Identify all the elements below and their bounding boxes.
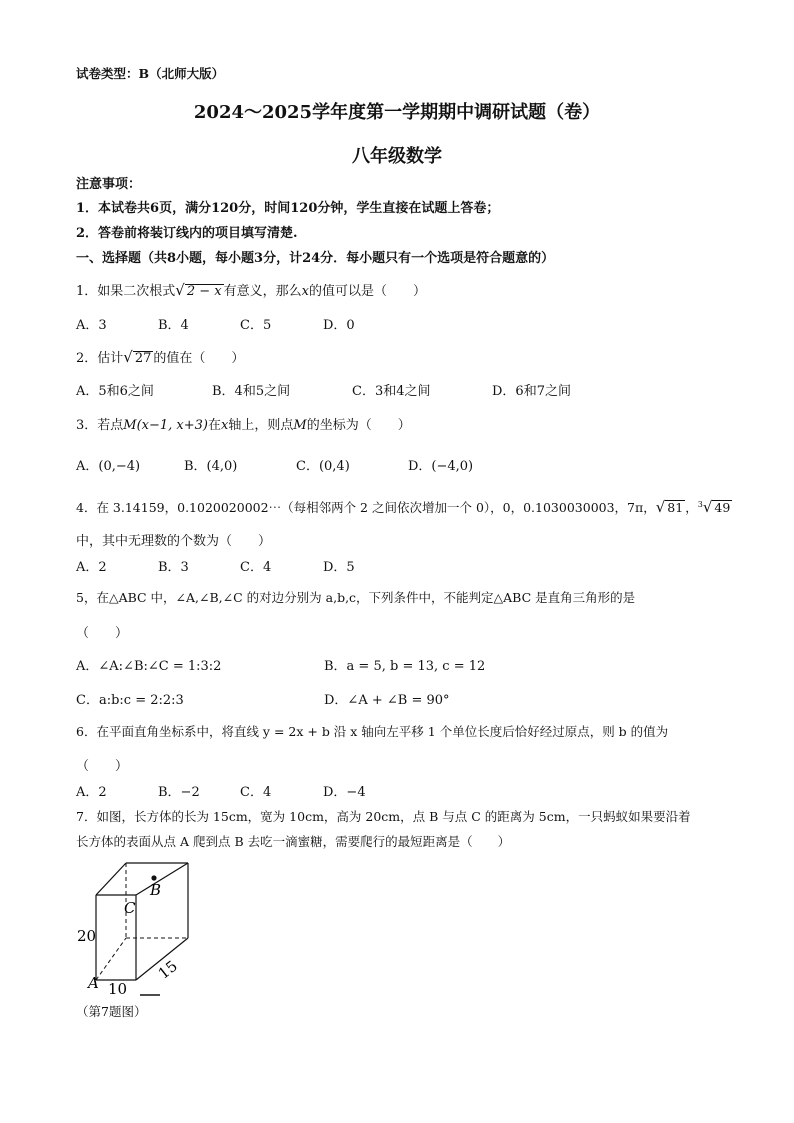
q3-option-c: C．(0,4) (296, 459, 350, 474)
q1-prefix: 1．如果二次根式 (76, 284, 176, 299)
q3-mid: 在 (208, 418, 222, 433)
label-a: A (88, 974, 99, 992)
exam-title: 2024～2025学年度第一学期期中调研试题（卷） (193, 102, 601, 123)
question-6-paren: （ ） (76, 759, 129, 774)
q6-option-b: B．−2 (158, 785, 200, 800)
q3-var: x (221, 418, 229, 433)
q2-option-b: B．4和5之间 (212, 384, 291, 399)
q3-suffix: 轴上，则点 (228, 418, 294, 433)
q3-option-a: A．(0,−4) (76, 459, 141, 474)
q5-option-d: D．∠A + ∠B = 90° (324, 693, 450, 708)
q4-option-b: B．3 (158, 560, 189, 575)
q1-option-c: C．5 (240, 318, 272, 333)
q2-option-c: C．3和4之间 (352, 384, 431, 399)
q2-option-d: D．6和7之间 (492, 384, 571, 399)
label-width-10: 10 (108, 980, 128, 998)
q3-option-d: D．(−4,0) (408, 459, 474, 474)
edge (96, 863, 126, 895)
q5-option-a: A．∠A:∠B:∠C = 1:3:2 (76, 659, 222, 674)
point-b-dot (151, 875, 156, 880)
paper-type: 试卷类型：B（北师大版） (76, 66, 225, 81)
q3-option-b: B．(4,0) (184, 459, 238, 474)
note-item-2: 2．答卷前将装订线内的项目填写清楚. (76, 226, 298, 241)
hidden-edge (96, 938, 126, 980)
edge (136, 863, 188, 895)
q1-option-d: D．0 (323, 318, 355, 333)
q4-option-d: D．5 (323, 560, 355, 575)
question-5-line1: 5，在△ABC 中，∠A,∠B,∠C 的对边分别为 a,b,c，下列条件中，不能判定△ABC 是直角三角形的是 (76, 590, 636, 605)
q4-cbrt49: 49 (714, 500, 731, 515)
q1-var: x (301, 284, 309, 299)
question-7-line2: 长方体的表面从点 A 爬到点 B 去吃一滴蜜糖，需要爬行的最短距离是（ ） (76, 834, 511, 849)
q3-prefix: 3．若点 (76, 418, 124, 433)
q6-option-c: C．4 (240, 785, 272, 800)
q4-sqrt81: 81 (667, 500, 684, 515)
label-c: C (124, 899, 136, 917)
question-6-line1: 6．在平面直角坐标系中，将直线 y = 2x + b 沿 x 轴向左平移 1 个单位长度后恰好经过原点，则 b 的值为 (76, 724, 669, 739)
q1-suffix2: 的值可以是（ ） (308, 284, 426, 299)
q5-option-b: B．a = 5, b = 13, c = 12 (324, 659, 486, 674)
q1-suffix: 有意义，那么 (223, 284, 302, 299)
q6-option-d: D．−4 (323, 785, 366, 800)
question-4-line1: 4．在 3.14159，0.1020020002⋯（每相邻两个 2 之间依次增加一个 0），0，0.1030030003，7π，√ 81 ，$^3$√ 49 (76, 498, 731, 516)
question-4-line2: 中，其中无理数的个数为（ ） (76, 534, 272, 549)
radical-sign: √ (123, 348, 133, 366)
q2-suffix: 的值在（ ） (153, 351, 245, 366)
q3-point: M(x−1, x+3) (123, 418, 208, 433)
cuboid-figure (74, 858, 204, 998)
q5-option-c: C．a:b:c = 2:2:3 (76, 693, 184, 708)
q1-radicand: 2 − x (186, 284, 222, 299)
note-item-1: 1．本试卷共6页，满分120分，时间120分钟，学生直接在试题上答卷； (76, 201, 500, 216)
question-5-paren: （ ） (76, 626, 129, 641)
radical-sign: √ (175, 281, 185, 299)
exam-subtitle: 八年级数学 (352, 146, 442, 167)
cube-index: 3 (697, 499, 703, 509)
q6-option-a: A．2 (76, 785, 107, 800)
label-height-20: 20 (77, 927, 97, 945)
q2-prefix: 2．估计 (76, 351, 124, 366)
question-2 (76, 347, 244, 366)
q3-suffix2: 的坐标为（ ） (306, 418, 411, 433)
q1-option-a: A．3 (76, 318, 107, 333)
question-1 (76, 280, 426, 299)
radical-sign: √ (702, 498, 713, 516)
radical-sign: √ (655, 498, 666, 516)
question-7-line1: 7．如图，长方体的长为 15cm，宽为 10cm，高为 20cm，点 B 与点 C 的距离为 5cm，一只蚂蚁如果要沿着 (76, 809, 691, 824)
label-length-15: 15 (154, 956, 181, 983)
q2-radicand: 27 (134, 351, 152, 366)
label-b: B (150, 881, 162, 899)
q4-text: 4．在 3.14159，0.1020020002⋯（每相邻两个 2 之间依次增加一个 0），0，0.1030030003，7π， (76, 500, 656, 515)
q4-option-c: C．4 (240, 560, 272, 575)
figure-caption: （第7题图） (76, 1004, 147, 1019)
q3-point2: M (293, 418, 307, 433)
q2-option-a: A．5和6之间 (76, 384, 154, 399)
question-3 (76, 414, 411, 433)
q1-option-b: B．4 (158, 318, 189, 333)
section1-heading: 一、选择题（共8小题，每小题3分，计24分．每小题只有一个选项是符合题意的） (76, 251, 555, 266)
notes-heading: 注意事项： (76, 177, 142, 192)
q4-option-a: A．2 (76, 560, 107, 575)
